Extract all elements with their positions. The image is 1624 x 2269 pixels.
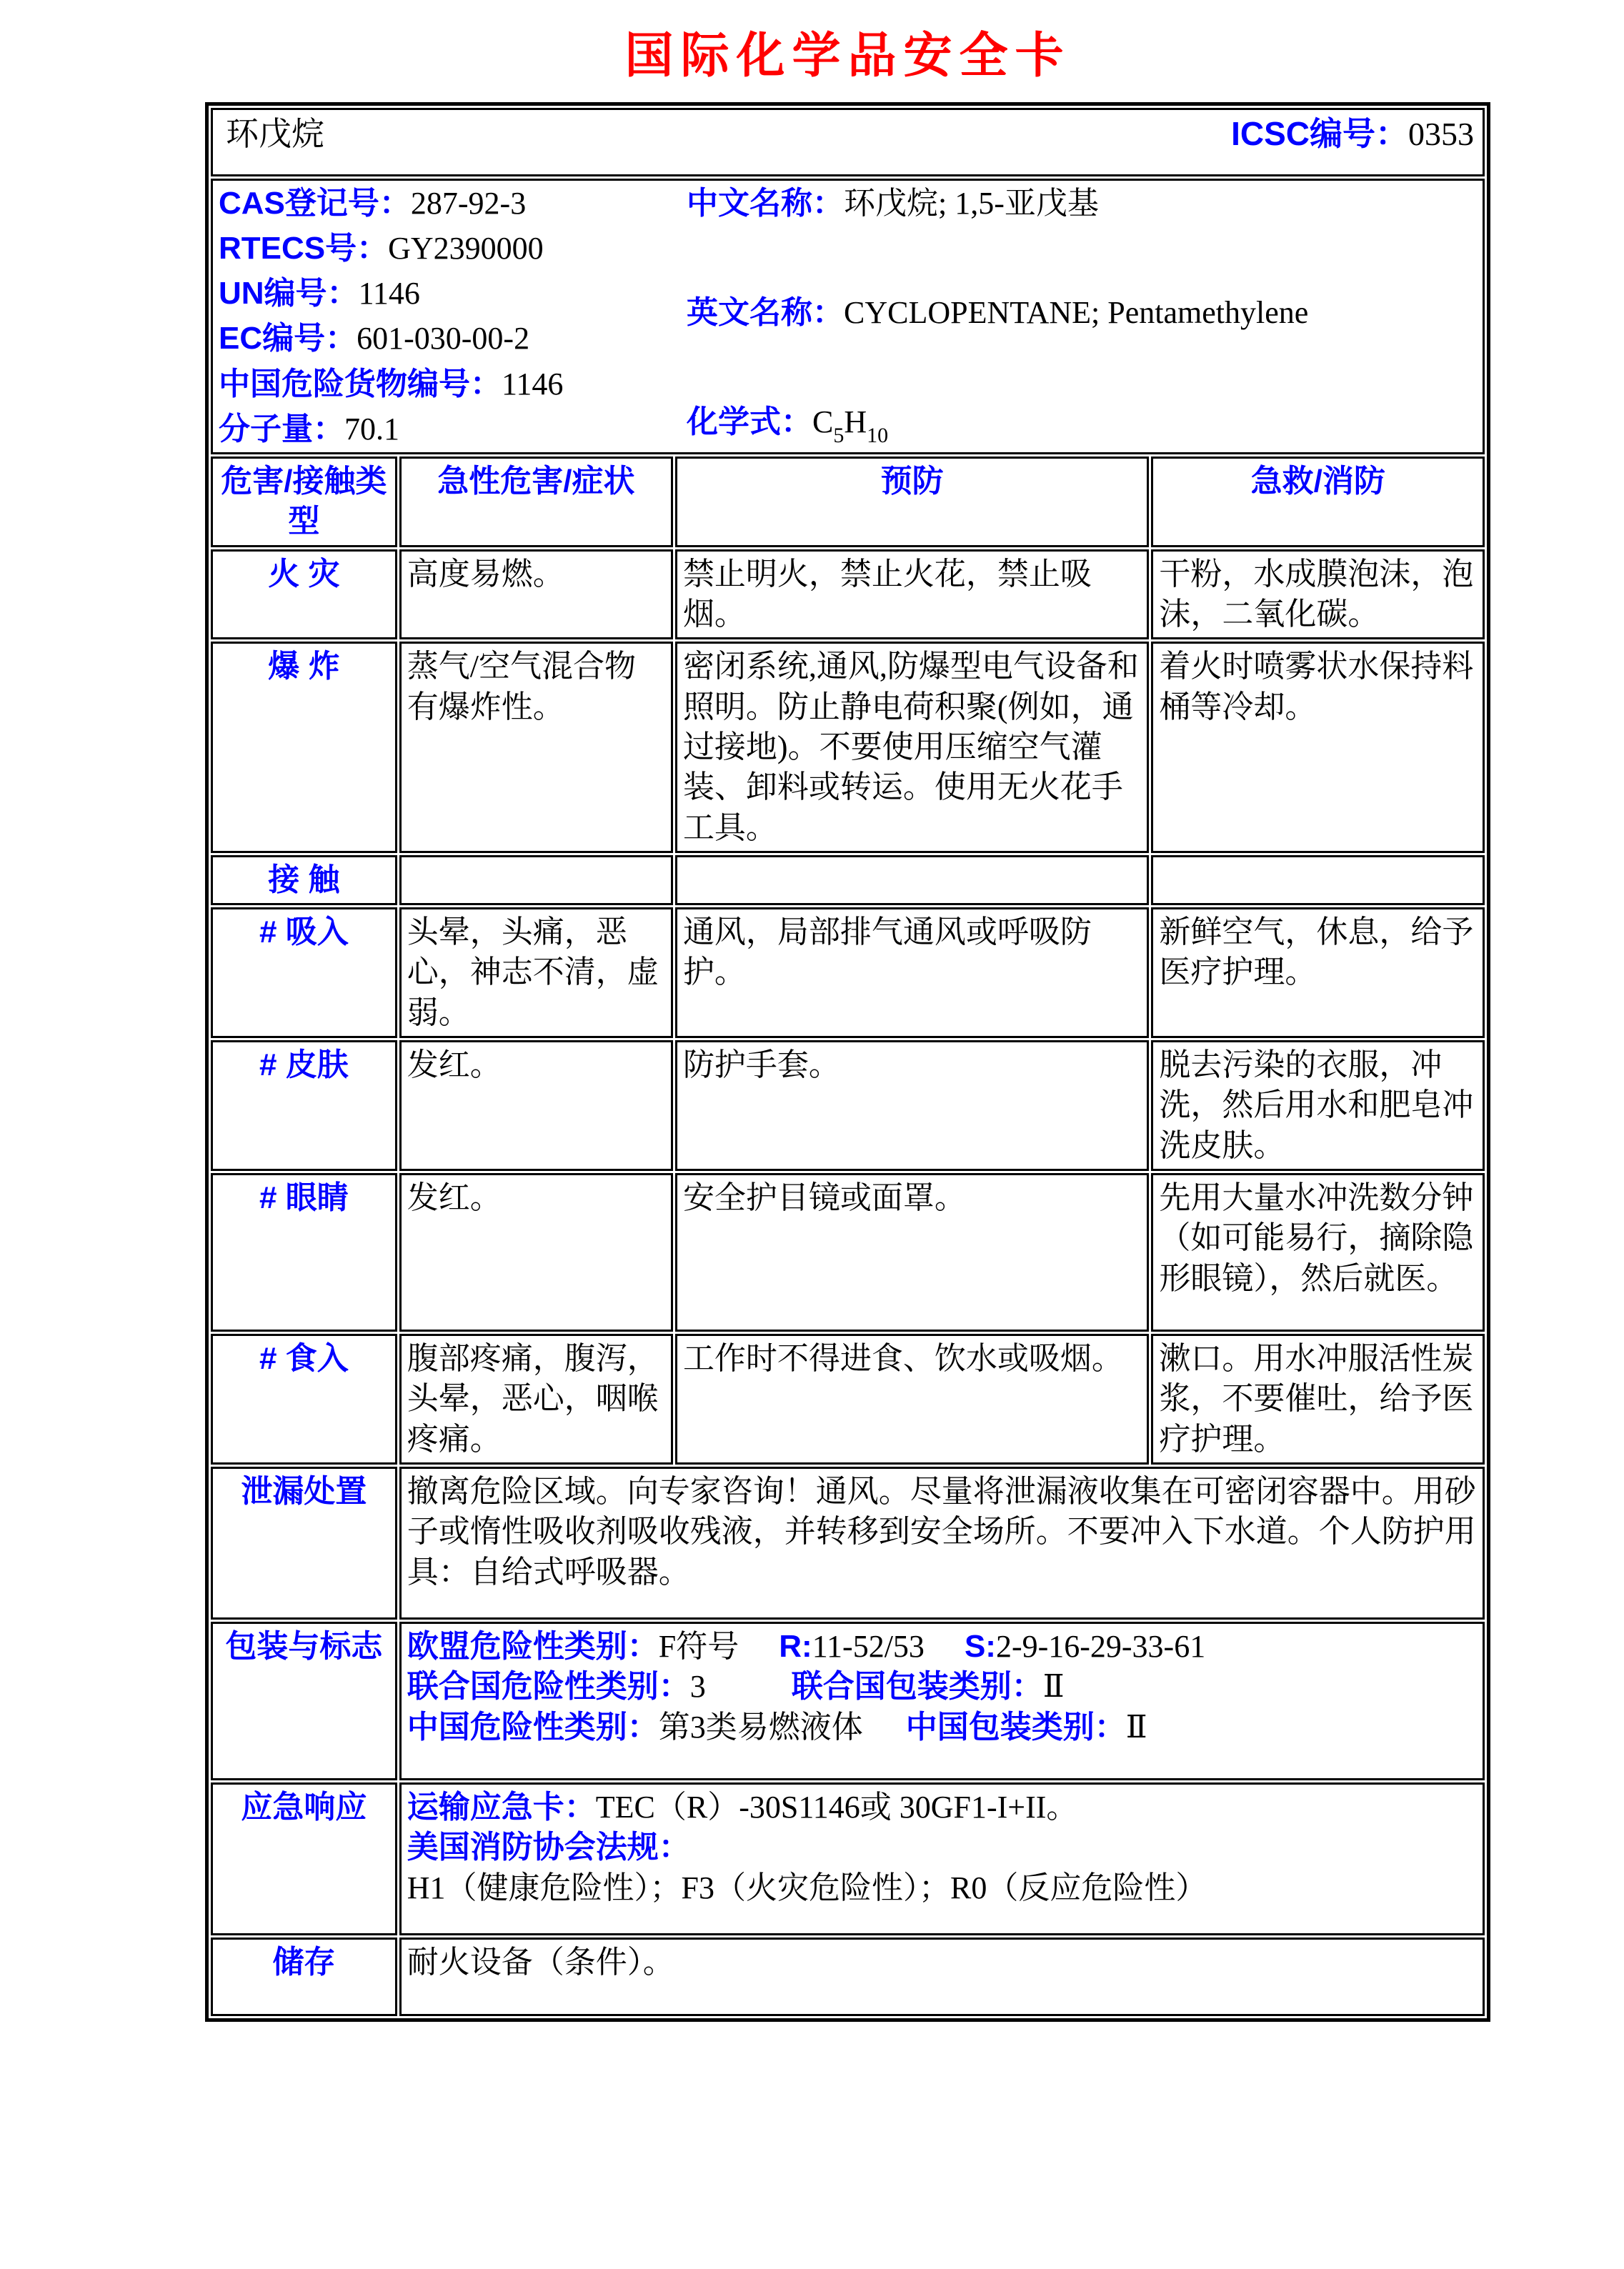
china-dg-number: 中国危险货物编号：1146 [219,366,564,402]
page-title: 国际化学品安全卡 [624,29,1071,83]
ec-number: EC编号：601-030-00-2 [219,321,530,356]
symptoms-cell: 腹部疼痛，腹泻，头晕，恶心，咽喉疼痛。 [399,1334,673,1465]
icsc-table [205,102,1490,2022]
prevention-cell: 密闭系统,通风,防爆型电气设备和照明。防止静电荷积聚(例如，通过接地)。不要使用压缩空气灌装、卸料或转运。使用无火花手工具。 [675,642,1149,853]
english-name: 英文名称：CYCLOPENTANE; Pentamethylene [687,294,1309,330]
eu-hazard-class-line: 欧盟危险性类别：F符号 R:11-52/53 S:2-9-16-29-33-61 [407,1628,1206,1664]
hazard-row-ingestion [211,1334,1485,1465]
firstaid-cell: 新鲜空气，休息，给予医疗护理。 [1151,907,1485,1038]
emergency-content [399,1782,1485,1935]
identifiers-row [211,179,1485,454]
col-header-prevention: 预防 [675,457,1149,547]
storage-content: 耐火设备（条件）。 [399,1938,1485,2016]
prevention-cell: 工作时不得进食、饮水或吸烟。 [675,1334,1149,1465]
emergency-label: 应急响应 [211,1782,397,1935]
cn-class-line: 中国危险性类别：第3类易燃液体 中国包装类别：Ⅱ [407,1709,1147,1745]
icsc-number [1231,113,1477,156]
spill-row [211,1467,1485,1620]
hazard-row-eyes [211,1173,1485,1332]
firstaid-cell: 先用大量水冲洗数分钟（如可能易行，摘除隐形眼镜），然后就医。 [1151,1173,1485,1332]
hazard-type-cell: # 眼睛 [211,1173,397,1332]
tec-line: 运输应急卡：TEC（R）-30S1146或 30GF1-I+II。 [407,1789,1078,1825]
symptoms-cell: 发红。 [399,1173,673,1332]
nfpa-line: 美国消防协会法规：H1（健康危险性）；F3（火灾危险性）；R0（反应危险性） [407,1830,1207,1905]
packaging-label: 包装与标志 [211,1622,397,1780]
name-list [687,184,1477,449]
prevention-cell: 防护手套。 [675,1040,1149,1171]
packaging-row [211,1622,1485,1780]
prevention-cell: 通风，局部排气通风或呼吸防护。 [675,907,1149,1038]
spill-content: 撤离危险区域。向专家咨询！通风。尽量将泄漏液收集在可密闭容器中。用砂子或惰性吸收剂吸收残液，并转移到安全场所。不要冲入下水道。个人防护用具：自给式呼吸器。 [399,1467,1485,1620]
storage-row [211,1938,1485,2016]
packaging-content [399,1622,1485,1780]
prevention-cell: 安全护目镜或面罩。 [675,1173,1149,1332]
storage-label: 储存 [211,1938,397,2016]
symptoms-cell: 蒸气/空气混合物有爆炸性。 [399,642,673,853]
chemical-formula: 化学式：$C_5H_{10}$ [687,404,889,447]
rtecs-number: RTECS号：GY2390000 [219,231,544,266]
firstaid-cell: 脱去污染的衣服，冲洗，然后用水和肥皂冲洗皮肤。 [1151,1040,1485,1171]
un-number: UN编号：1146 [219,276,420,311]
hazard-type-cell: # 皮肤 [211,1040,397,1171]
firstaid-cell [1151,855,1485,905]
col-header-symptoms: 急性危害/症状 [399,457,673,547]
symptoms-cell: 头晕，头痛，恶心，神志不清，虚弱。 [399,907,673,1038]
hazard-type-cell: 火 灾 [211,549,397,640]
col-header-hazard-type: 危害/接触类型 [211,457,397,547]
emergency-row [211,1782,1485,1935]
card-header-row [211,108,1485,176]
symptoms-cell: 发红。 [399,1040,673,1171]
col-header-firstaid: 急救/消防 [1151,457,1485,547]
hazard-type-cell: 接 触 [211,855,397,905]
hazard-row-inhalation [211,907,1485,1038]
hazard-row-contact [211,855,1485,905]
hazard-header-row [211,457,1485,547]
hazard-row-skin [211,1040,1485,1171]
icsc-card [205,10,1490,2022]
molecular-weight: 分子量：70.1 [219,411,399,447]
hazard-type-cell: # 吸入 [211,907,397,1038]
symptoms-cell [399,855,673,905]
identifier-list [219,184,687,449]
chinese-name: 中文名称：环戊烷; 1,5-亚戊基 [687,186,1099,221]
firstaid-cell: 漱口。用水冲服活性炭浆，不要催吐，给予医疗护理。 [1151,1334,1485,1465]
spill-label: 泄漏处置 [211,1467,397,1620]
hazard-row-fire [211,549,1485,640]
icsc-label: ICSC编号： [1231,115,1408,152]
icsc-value: 0353 [1408,116,1474,152]
prevention-cell: 禁止明火，禁止火花，禁止吸烟。 [675,549,1149,640]
hazard-type-cell: 爆 炸 [211,642,397,853]
un-class-line: 联合国危险性类别：3 联合国包装类别：Ⅱ [407,1669,1065,1705]
prevention-cell [675,855,1149,905]
substance-name: 环戊烷 [226,115,324,152]
firstaid-cell: 着火时喷雾状水保持料桶等冷却。 [1151,642,1485,853]
symptoms-cell: 高度易燃。 [399,549,673,640]
hazard-type-cell: # 食入 [211,1334,397,1465]
cas-number: CAS登记号：287-92-3 [219,186,527,221]
firstaid-cell: 干粉，水成膜泡沫，泡沫，二氧化碳。 [1151,549,1485,640]
hazard-row-explosion [211,642,1485,853]
